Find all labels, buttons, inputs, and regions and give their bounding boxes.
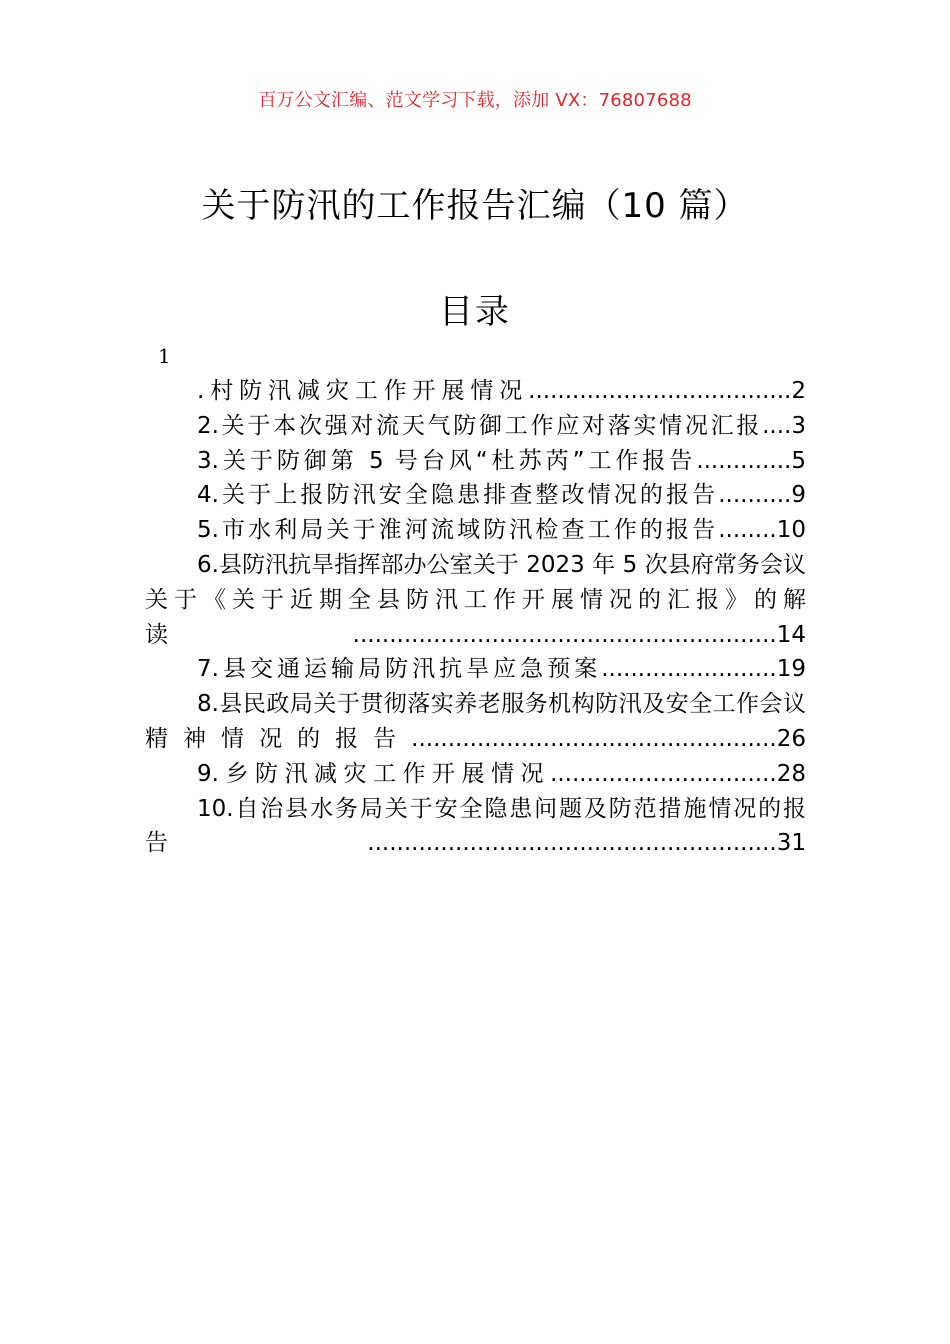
toc-entry[interactable] [145, 513, 806, 548]
toc-entry-leader: ........................ [601, 656, 777, 683]
toc-entry-page: 3 [791, 412, 806, 439]
watermark: 百万公文汇编、范文学习下载，添加 VX：76807688 [258, 90, 692, 111]
toc-entry-title: 6.县防汛抗旱指挥部办公室关于 2023 年 5 次县府常务会议关于《关于近期全县防汛工作开展情况的汇报》的解读 [145, 551, 806, 648]
toc-entry-leader: .......................................................... [352, 621, 777, 648]
toc-entry-title: 5.市水利局关于淮河流域防汛检查工作的报告 [197, 517, 719, 544]
toc-entry[interactable] [145, 548, 806, 652]
toc-entry-page: 28 [776, 760, 806, 787]
table-of-contents [145, 374, 806, 861]
toc-entry[interactable] [145, 792, 806, 862]
toc-entry-page: 26 [776, 725, 806, 752]
toc-entry[interactable] [145, 478, 806, 513]
toc-entry-title: 10.自治县水务局关于安全隐患问题及防范措施情况的报告 [145, 795, 806, 857]
toc-entry-title: 2.关于本次强对流天气防御工作应对落实情况汇报 [197, 412, 763, 439]
toc-entry-page: 31 [776, 830, 806, 857]
toc-entry-title: .村防汛减灾工作开展情况 [197, 378, 529, 404]
toc-entry-leader: ............. [696, 447, 792, 474]
toc-entry-page: 9 [791, 482, 806, 509]
toc-entry[interactable] [145, 409, 806, 444]
toc-entry-leader: ........ [718, 517, 777, 544]
toc-entry[interactable] [145, 687, 806, 757]
toc-entry[interactable] [145, 652, 806, 687]
toc-entry-leader: ............................... [550, 760, 777, 787]
toc-entry-leader: .......... [718, 482, 792, 509]
toc-entry[interactable] [145, 374, 806, 409]
toc-entry-page: 19 [776, 656, 806, 683]
toc-entry-title: 7.县交通运输局防汛抗旱应急预案 [197, 656, 602, 683]
toc-entry-page: 14 [776, 621, 806, 648]
toc-entry[interactable] [145, 444, 806, 479]
toc-entry-leader: .................................................. [411, 725, 777, 752]
toc-entry-title: 3.关于防御第 5 号台风“杜苏芮”工作报告 [197, 447, 697, 474]
document-title: 关于防汛的工作报告汇编（10 篇） [201, 186, 749, 226]
toc-heading: 目录 [439, 292, 511, 332]
toc-entry-page: 5 [791, 447, 806, 474]
stray-number: 1 [158, 344, 171, 368]
toc-entry[interactable] [145, 757, 806, 792]
toc-entry-leader: .... [762, 412, 792, 439]
toc-entry-leader: ........................................................ [367, 830, 777, 857]
toc-entry-title: 8.县民政局关于贯彻落实养老服务机构防汛及安全工作会议精神情况的报告 [145, 691, 806, 752]
toc-entry-title: 9.乡防汛减灾工作开展情况 [197, 760, 551, 787]
toc-entry-page: 2 [791, 378, 806, 404]
toc-entry-page: 10 [776, 517, 806, 544]
toc-entry-leader: .................................... [528, 378, 792, 404]
toc-entry-title: 4.关于上报防汛安全隐患排查整改情况的报告 [197, 482, 719, 509]
